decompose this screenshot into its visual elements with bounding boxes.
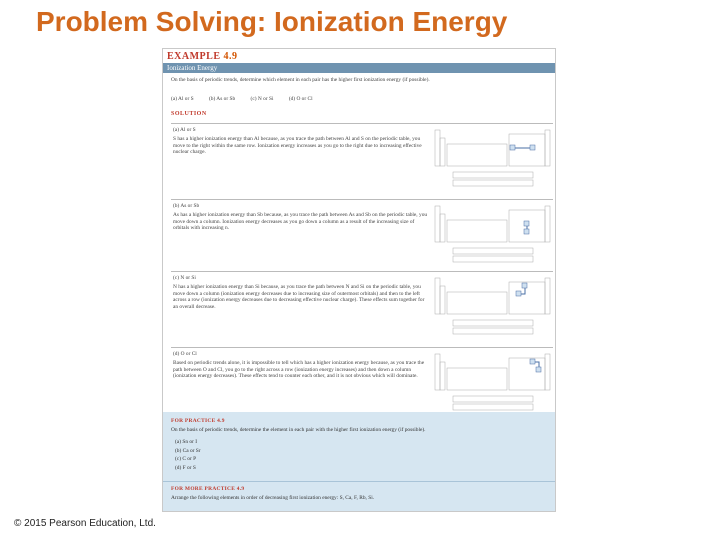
panel-label: (c) N or Si	[173, 275, 196, 281]
copyright-footer: © 2015 Pearson Education, Ltd.	[14, 518, 156, 529]
practice-item-b: (b) Ca or Sr	[175, 447, 201, 454]
panel-label: (d) O or Cl	[173, 351, 197, 357]
example-number: 4.9	[223, 51, 238, 62]
for-practice-text: On the basis of periodic trends, determine the element in each pair with the higher first ionization energy (if possible).	[171, 427, 426, 433]
for-more-practice-text: Arrange the following elements in order of decreasing first ionization energy: S, Ca, F, Rb, Si.	[171, 495, 375, 501]
solution-panel-b	[171, 199, 553, 268]
example-parts	[171, 96, 327, 102]
example-question: On the basis of periodic trends, determine which element in each pair has the higher first ionization energy (if possible).	[171, 77, 430, 83]
example-label: EXAMPLE	[167, 51, 221, 62]
panel-body: As has a higher ionization energy than Sb because, as you trace the path between As and Sb on the periodic table, you move down a column. Ionization energy decreases as you go down a column as a result of the increasing size of orbitals with increasing n.	[173, 211, 428, 232]
practice-item-c: (c) C or P	[175, 456, 197, 462]
panel-label: (b) As or Sb	[173, 203, 200, 209]
practice-section	[163, 412, 555, 511]
example-heading	[167, 51, 238, 62]
mini-periodic-table-icon	[433, 274, 551, 340]
panel-body: S has a higher ionization energy than Al because, as you trace the path between Al and S on the periodic table, you move to the right within the same row. Ionization energy increases as you go to the right due to increasing effective nuclear charge.	[173, 135, 422, 156]
for-practice-heading: FOR PRACTICE 4.9	[171, 418, 225, 424]
mini-periodic-table-icon	[433, 126, 551, 192]
part-d: (d) O or Cl	[288, 96, 313, 102]
panel-text	[173, 351, 428, 380]
textbook-page	[162, 48, 556, 512]
solution-panel-a	[171, 123, 553, 196]
panel-body: N has a higher ionization energy than Si because, as you trace the path between N and Si on the periodic table, you move down a column (ionization energy decreases due to increasing size of outermost orbitals) and then to the left across a row (ionization energy decreases due to decreasing effective nuclear charge). These effects sum together for an overall decrease.	[173, 283, 425, 311]
for-practice-items	[175, 438, 201, 472]
part-a: (a) Al or S	[171, 96, 194, 102]
mini-periodic-table-icon	[433, 202, 551, 268]
mini-periodic-table-icon	[433, 350, 551, 416]
solution-label: SOLUTION	[171, 111, 207, 117]
example-band	[163, 63, 555, 73]
solution-panel-c	[171, 271, 553, 344]
panel-text	[173, 127, 428, 156]
practice-item-d: (d) F or S	[175, 464, 196, 471]
example-subtitle: Ionization Energy	[167, 64, 218, 72]
panel-text	[173, 275, 428, 311]
practice-item-a: (a) Sn or I	[175, 439, 198, 445]
panel-text	[173, 203, 428, 232]
panel-body: Based on periodic trends alone, it is impossible to tell which has a higher ionization energy because, as you trace the path between O and Cl, you go to the right across a row (ionization energy increases) and then down a column (ionization energy decreases). These effects tend to counter each other, and it is not obvious which will dominate.	[173, 359, 425, 380]
solution-panel-d	[171, 347, 553, 412]
panel-label: (a) Al or S	[173, 127, 196, 133]
part-c: (c) N or Si	[250, 96, 274, 102]
part-b: (b) As or Sb	[208, 96, 236, 102]
for-more-practice-heading: FOR MORE PRACTICE 4.9	[171, 486, 245, 492]
practice-divider	[163, 481, 555, 482]
slide-title: Problem Solving: Ionization Energy	[36, 6, 508, 37]
